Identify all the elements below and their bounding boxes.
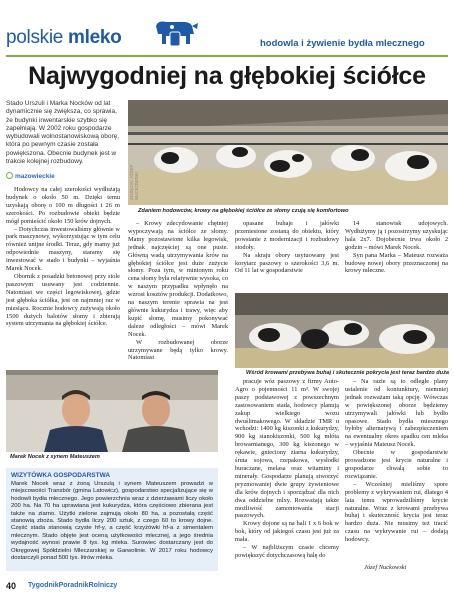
article-column-3-continued: pracuje wóz paszowy z firmy Auto-Agro o pojemności 11 m³. W swojej paszy podstawowej z powszechnym zastosowaniem stada, hodowcy planują zakup wielkiego wozu dwuślimakowego. W składzie TMR u wchodzi: 1400 kg kiszonki z kukurydzy, 900 kg sianokiszonki, 500 kg młóta browarnianego, 300 kg kiszonego w rękawie, gnieciony ziarna kukurydzy, śruta sojowa, rzepakowa, wysłodki buraczane, melasa oraz witaminy i minerały. Gospodarze planują stworzyć pryzmowaniej dwie grupy żywieniowe dla krów dojnych i sporządzać dla nich dwa oddzielne mlxy. Rozważają także możliwość zamontowania stacji paszowych. Krowy dojone są na hali 1 x 6 bok w bok, który od jakiegoś czasu jest już za mała. – W najbliższym czasie chcemy powiększyć dotychczasową halę do <box>235 378 339 559</box>
farmers-photo-caption: Marek Nocek z synem Mateuszem <box>10 454 100 460</box>
article-column-4: 14 stanowisk udojowych. Wydłużymy ją i pozostrzymy uzyskując hala 2x7. Dojobecnie trwa około 2 godzin – mówi Marek Nocek. Syn pana Marka – Mateusz rozważa budowę nowej obory przeznaczonej na krowy mleczne. <box>345 220 448 275</box>
info-box-body: Marek Nocek wraz z żoną Urszulą i synem Mateuszem prowadzi w miejscowości Transbór (gmina Latowicz), gospodarstwo specjalizujące się w hodowli bydła mlecznego. Jego powierzchnia wraz z dzierżawami liczy około 200 ha. Na 70 ha uprawiana jest kukurydza, która częściowo zbierana jest także na ziarno. Użytki zielone zajmują około 80 ha, a pozostałą część stanowią zboża. Stado bydła liczy 200 sztuk, z czego 60 to krowy dojne. Część stada stanowią czyste hf-y, a część krzyżówki hf-a z simentalem mlecznym. Stado objęte jest oceną użytkowości mlecznej, a jego średnia wydajność wynosi prawie 8 tys. kg mleka. Surowiec dostarczany jest do Okręgowej Spółdzielni Mleczarskiej w Garwolinie. W 2017 roku hodowcy dostarczyli ponad 500 tys. litrów mleka. <box>11 481 213 562</box>
region-icon <box>6 172 13 179</box>
article-column-4-continued: – Na razie są to odległe plany ustalenie od koniunktury, niemniej jednak rozważam taką opcję. Wówczas w powiększonej oborze będziemy utrzymywali jałówki lub bydło opasowe. Stado bydła miesznego byłoby alternatywą i zabezpieczeniem na ewentualny okres spadku cen mleka – wyjaśnia Mateusz Nocek. Obecnie w gospodarstwie prowadzone jest krycie naturalne i gospodarze chwalą sobie to rozwiązanie. – Wcześniej mieliśmy spore problemy z wykrywaniem rui, dlatego 4 lata temu wprowadziliśmy krycie naturalne. Wraz z krowami przebywa buhaj i skuteczność krycia jest teraz bardzo duża. Nie musimy też tracić czasu na wykrywanie rui – dodają hodowcy. <box>345 378 448 544</box>
barn-photo-caption: Zdaniem hodowców, krowy na głębokiej ściółce ze słomy czują się komfortowo <box>138 208 349 214</box>
photo-credit: ZDJĘCIA: JÓZEF NUCKOWSKI <box>129 164 139 200</box>
section-subtitle: hodowla i żywienie bydła mlecznego <box>260 38 425 49</box>
article-column-2: – Krowy zdecydowanie chętniej wypoczywają na ściółce ze słomy. Mamy pozostawione kilka legowisk, jednak najczęściej są one puste. Główną wadą utrzymywania krów na głębokiej ściółce jest duże zużycie słomy. Poza tym, w minionym roku cena słomy była relatywnie wysoka, co w naszym przypadku wpłynęło na wzrost kosztów produkcji. Dodatkowo, na naszym terenie sprawia na jest głównie kukurydza i trawy, więc aby kupić słomę, musimy pokonywać daleze odległości – mówi Marek Nocek. W rozbudowanej oborze utrzymywane będą tylko krowy. Natomiast <box>128 220 228 362</box>
magazine-name: TygodnikPoradnikRolniczy <box>28 582 118 589</box>
article-author: Józef Nuckowski <box>364 564 407 571</box>
region-tag: mazowieckie <box>6 172 55 180</box>
article-headline: Najwygodniej na głębokiej ściółce <box>28 62 426 90</box>
article-column-3: opasane buhaje i jałówki przeniesione zostaną do obiektu, który powstanie z modernizacji i rozbudowy stodoły. Na skraju obory usytuowany jest korytarz paszowy o szerokości 3,6 m. Od 11 lat w gospodarstwie <box>235 220 339 275</box>
article-lead: Stado Urszuli i Marka Nocków od lat dynamicznie się zwiększa, co sprawia, że budynki inwentarskie szybko się zapełniają. W 2002 roku gospodarze wybudowali wolnostanowiskową oborę, która po pewnym czasie została powiększona. Obecnie budynek jest w trakcie kolejnej rozbudowy. <box>6 100 120 166</box>
bull-photo-caption: Wśród krowami przebywa buhaj i skutecznie pokrycia jest teraz bardzo duża <box>246 370 449 376</box>
bull-photo <box>235 293 448 368</box>
article-column-1: Hodowcy na całej szerokości wydłużają budynek o około 50 m. Dzięki temu uzyskają oborę o 100 m długości i 26 m szerokości. Po rozbudowie obiekt będzie mógł pomieścić około 150 krów dojnych. – Dotychczas inwestowaliśmy głównie w park maszynowy, wykorzystując w tym celu również unijne środki. Teraz, gdy mamy już odpowiednie maszyny, staramy się inwestować w stado i budynki – wyjaśnia Marek Nocek. Obornik z posadzki betonowej przy stole paszowym usuwany jest codziennie. Natomiast we części legowiskowej, gdzie jest głęboka ściółka, jest on najmniej raz w miesiącu. Rocznie hodowcy zużywają około 1500 dużych balotów słomy i zbierają system utrzymania na głębokiej ściółce. <box>6 186 120 328</box>
farm-info-box <box>6 468 218 571</box>
info-box-title: WIZYTÓWKA GOSPODARSTWA <box>11 472 111 479</box>
page-header <box>0 0 454 58</box>
cow-milk-icon <box>150 14 200 48</box>
page-number: 40 <box>6 581 17 591</box>
barn-photo <box>128 100 448 205</box>
page-footer <box>6 580 448 594</box>
header-divider <box>6 55 448 57</box>
farmers-photo <box>6 370 218 452</box>
magazine-section-logo: polskie mleko <box>6 27 122 48</box>
